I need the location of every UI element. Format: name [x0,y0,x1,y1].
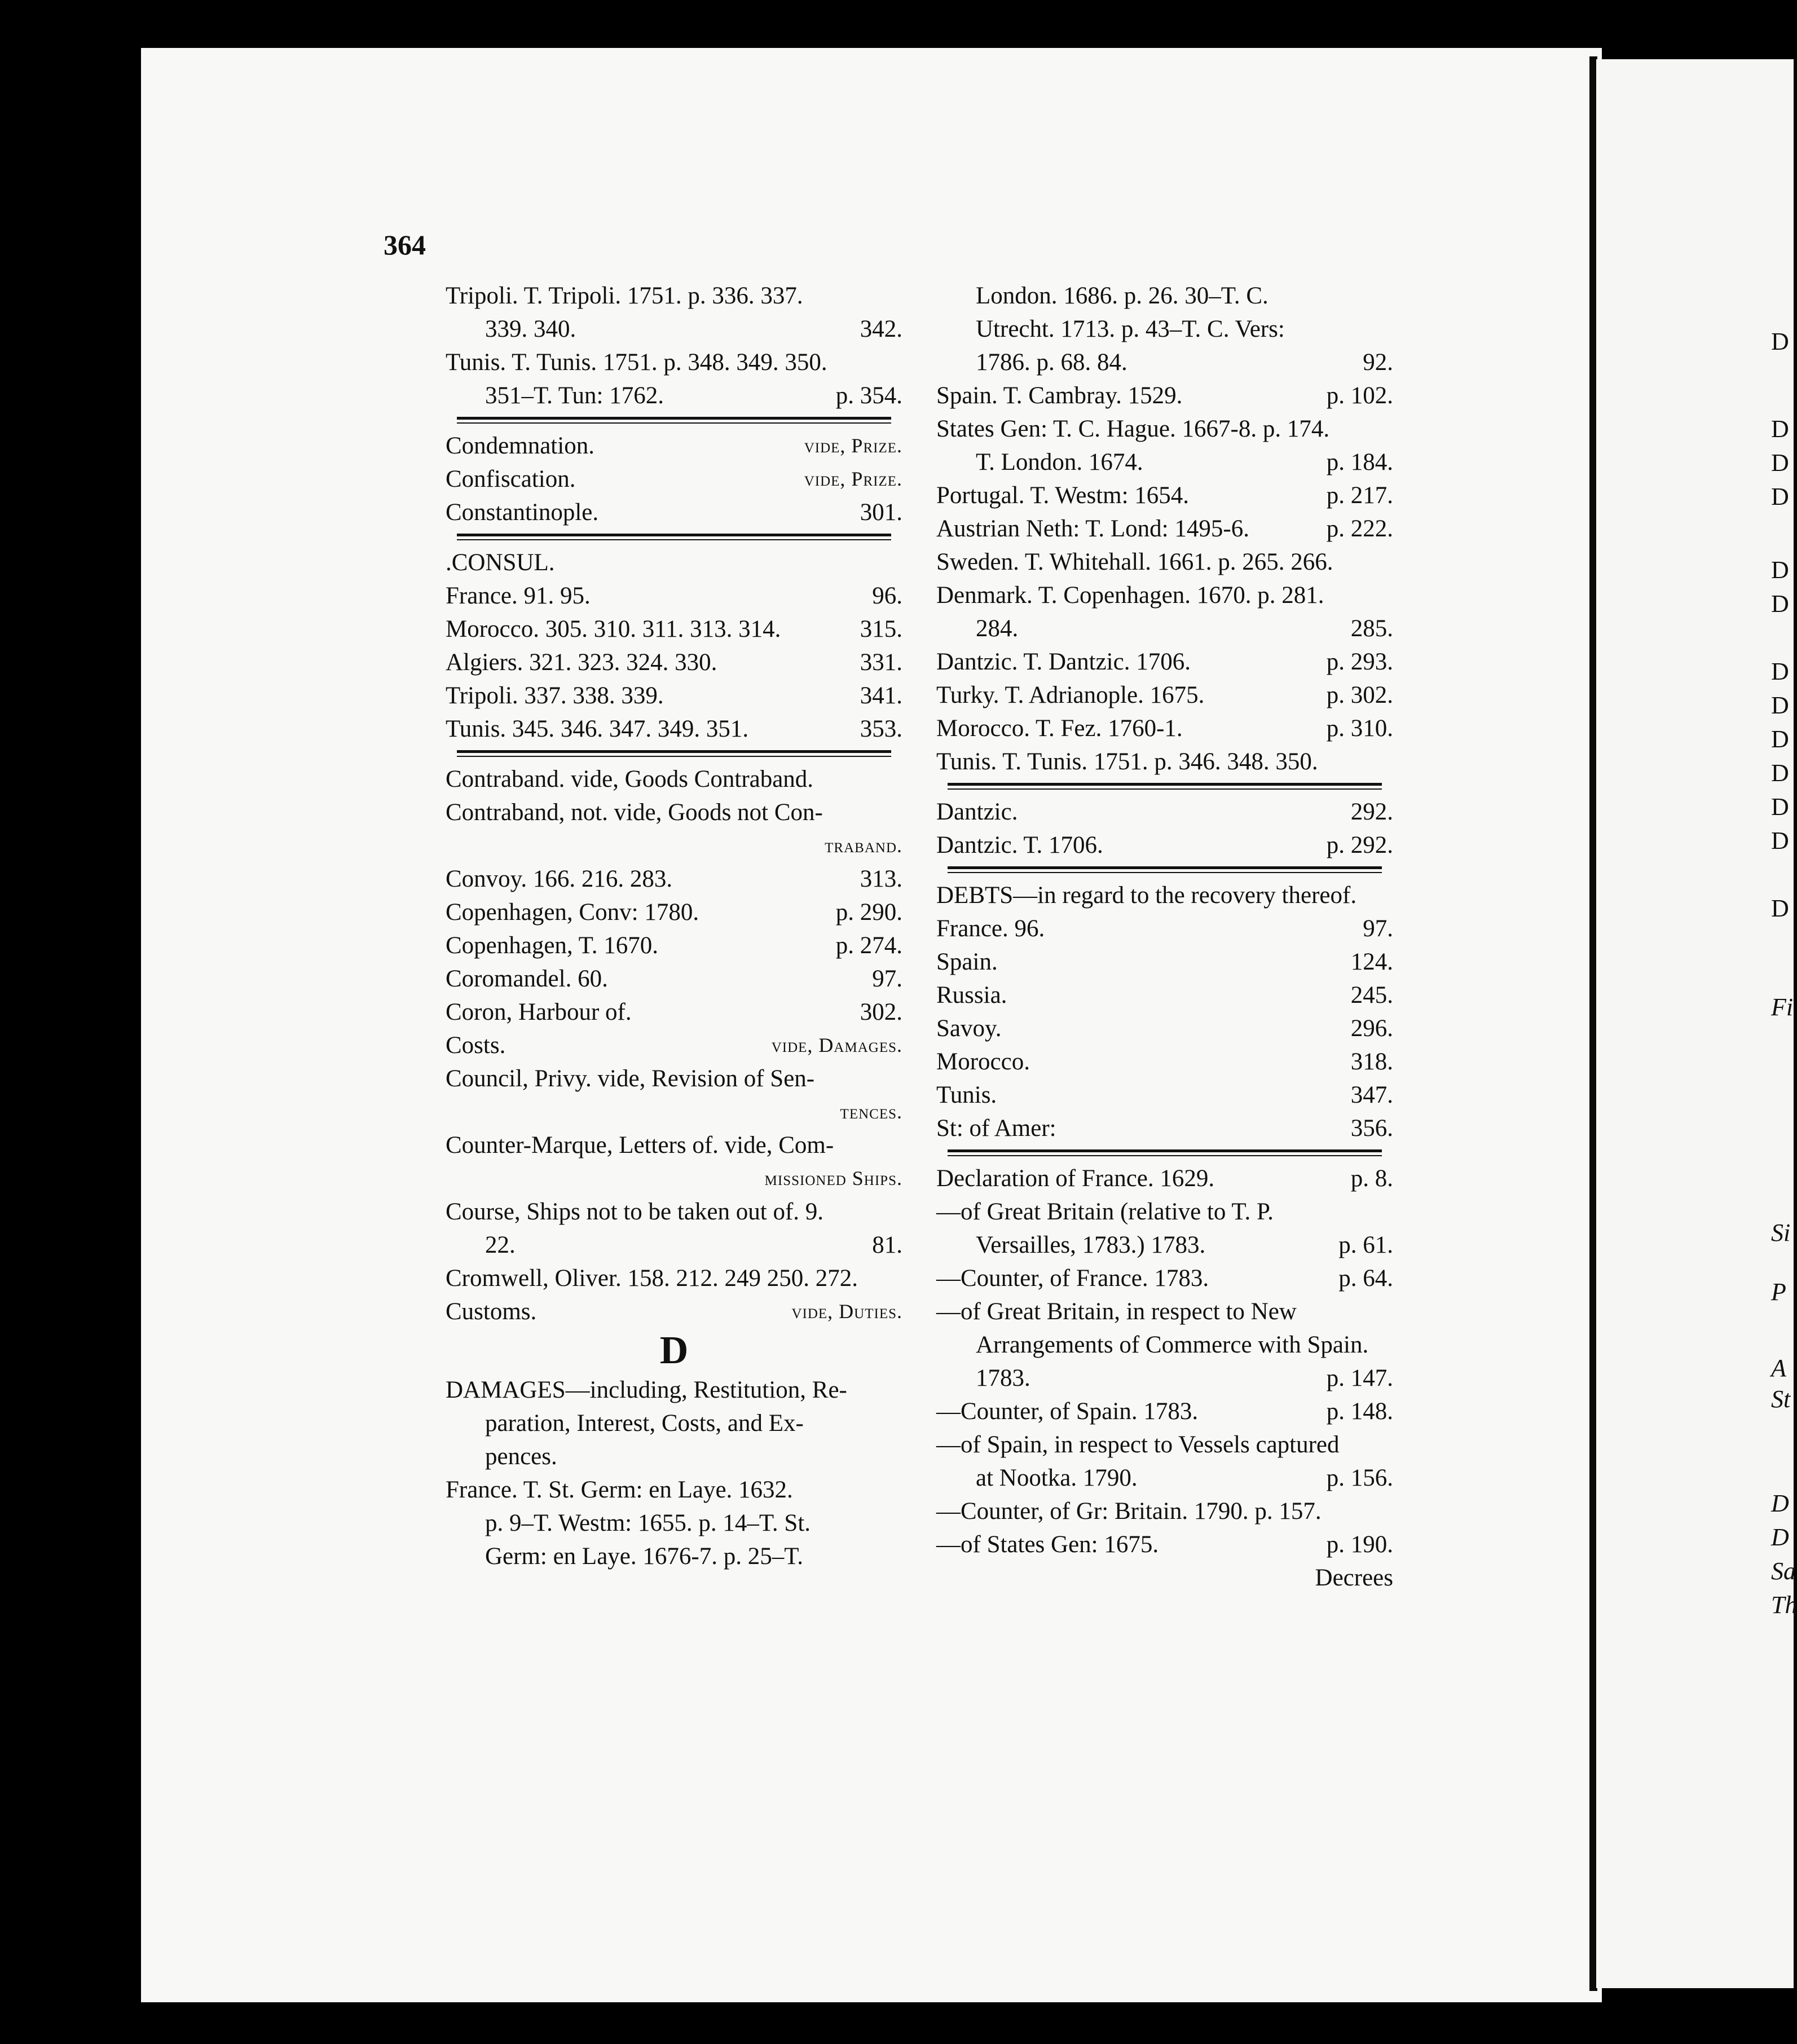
entry-text: 1786. p. 68. 84. [976,349,1127,376]
index-entry [936,1045,1393,1078]
entry-text: Versailles, 1783.) 1783. [976,1232,1206,1258]
entry-text: Dantzic. T. 1706. [936,832,1103,858]
section-letter: D [659,1329,689,1372]
index-entry [936,912,1393,945]
entry-text: Portugal. T. Westm: 1654. [936,482,1190,509]
entry-text: Russia. [936,982,1007,1008]
facing-page-fragment: D [1771,658,1789,685]
section-rule [446,746,902,763]
index-entry [936,346,1393,379]
entry-reference: 124. [1350,949,1393,975]
index-entry [446,379,902,412]
facing-page-fragment: D [1771,827,1789,854]
index-entry [936,679,1393,712]
entry-reference: p. 190. [1326,1531,1393,1558]
entry-text: States Gen: T. C. Hague. 1667-8. p. 174. [936,416,1330,442]
entry-text: Germ: en Laye. 1676-7. p. 25–T. [485,1543,804,1570]
index-entry [936,945,1393,979]
index-entry [936,1528,1393,1561]
index-entry [936,1461,1393,1495]
entry-reference: p. 184. [1326,449,1393,475]
index-entry [936,1112,1393,1145]
entry-reference: 302. [860,999,902,1025]
entry-reference: 245. [1350,982,1393,1008]
entry-text: Customs. [446,1298,537,1325]
index-entry [936,1162,1393,1195]
index-entry [446,796,902,829]
index-entry [446,862,902,896]
entry-reference: 296. [1350,1015,1393,1042]
entry-reference: p. 61. [1338,1232,1393,1258]
entry-reference: 292. [1350,799,1393,825]
section-rule [936,862,1393,879]
entry-text: Coron, Harbour of. [446,999,632,1025]
entry-text: Spain. T. Cambray. 1529. [936,382,1183,409]
facing-page-fragment: D [1771,449,1789,477]
index-entry [446,429,902,462]
index-entry [446,1162,902,1195]
entry-text: Turky. T. Adrianople. 1675. [936,682,1205,708]
index-entry [446,346,902,379]
index-entry [446,829,902,862]
entry-text: Morocco. [936,1049,1030,1075]
facing-page-fragment: D [1771,328,1789,355]
index-entry [936,379,1393,412]
entry-reference: 97. [1363,915,1393,942]
entry-text: Coromandel. 60. [446,966,608,992]
entry-text: pences. [485,1443,557,1470]
facing-page-fragment: D [1771,725,1789,753]
section-rule [446,529,902,546]
index-entry [446,896,902,929]
index-entry [936,745,1393,778]
entry-text: Tunis. 345. 346. 347. 349. 351. [446,716,749,742]
right-column [936,279,1393,1594]
index-entry [936,612,1393,645]
entry-text: Cromwell, Oliver. 158. 212. 249 250. 272. [446,1265,858,1292]
index-entry [446,1407,902,1440]
facing-page-fragment: Fi [1771,993,1794,1021]
entry-reference: traband. [825,834,902,857]
entry-text: Tripoli. 337. 338. 339. [446,682,664,709]
facing-page-fragment: D [1771,1523,1789,1551]
index-entry [936,1295,1393,1328]
entry-reference: 313. [860,866,902,892]
entry-reference: p. 222. [1326,516,1393,542]
facing-page-fragment: Si [1771,1219,1791,1246]
facing-page-fragment: D [1771,1490,1789,1517]
entry-text: Convoy. 166. 216. 283. [446,866,673,892]
index-entry [936,712,1393,745]
entry-text: 284. [976,615,1019,642]
entry-text: Tunis. [936,1082,997,1108]
entry-text: France. 91. 95. [446,583,591,609]
facing-page-fragment: D [1771,691,1789,719]
entry-reference: 315. [860,616,902,642]
facing-page-fragment: P [1771,1278,1786,1306]
entry-text: Utrecht. 1713. p. 43–T. C. Vers: [976,316,1285,342]
entry-reference: vide, Prize. [804,434,902,457]
entry-text: Copenhagen, T. 1670. [446,932,658,959]
index-entry [446,496,902,529]
index-entry [446,1195,902,1228]
index-entry [446,1473,902,1506]
index-entry [446,312,902,346]
index-entry [936,1078,1393,1112]
section-rule [936,778,1393,795]
entry-reference: 92. [1363,349,1393,376]
index-entry [936,829,1393,862]
entry-text: Spain. [936,949,998,975]
index-entry [936,279,1393,312]
index-entry [446,1095,902,1129]
index-entry [446,1129,902,1162]
index-entry [936,512,1393,545]
entry-reference: tences. [840,1100,902,1123]
index-entry [446,679,902,712]
entry-reference: p. 310. [1326,715,1393,742]
entry-text: .CONSUL. [446,549,555,576]
entry-reference: p. 217. [1326,482,1393,509]
entry-reference: Decrees [1315,1565,1393,1591]
index-entry [936,412,1393,446]
index-entry [936,1012,1393,1045]
entry-reference: p. 102. [1326,382,1393,409]
facing-page-fragment: D [1771,759,1789,787]
section-rule [936,1145,1393,1162]
entry-text: France. T. St. Germ: en Laye. 1632. [446,1477,793,1503]
index-entry [446,1228,902,1262]
entry-reference: 356. [1350,1115,1393,1142]
entry-reference: 301. [860,499,902,526]
facing-page-fragment: D [1771,590,1789,618]
index-entry [936,879,1393,912]
entry-text: Austrian Neth: T. Lond: 1495-6. [936,516,1249,542]
entry-reference: vide, Damages. [771,1034,902,1056]
index-entry [936,1362,1393,1395]
entry-text: Morocco. T. Fez. 1760-1. [936,715,1183,742]
entry-text: Sweden. T. Whitehall. 1661. p. 265. 266. [936,549,1333,575]
entry-text: Contraband. vide, Goods Contraband. [446,766,814,792]
entry-text: Copenhagen, Conv: 1780. [446,899,699,926]
entry-text: —Counter, of Gr: Britain. 1790. p. 157. [936,1498,1322,1525]
entry-reference: 331. [860,649,902,676]
entry-text: Declaration of France. 1629. [936,1165,1215,1192]
entry-text: —of Spain, in respect to Vessels captured [936,1431,1340,1458]
index-entry [936,795,1393,829]
index-entry [446,995,902,1029]
entry-text: Tripoli. T. Tripoli. 1751. p. 336. 337. [446,283,803,309]
index-entry [446,1029,902,1062]
entry-text: France. 96. [936,915,1045,942]
entry-reference: p. 147. [1326,1365,1393,1391]
entry-text: —of Great Britain (relative to T. P. [936,1199,1274,1225]
entry-text: at Nootka. 1790. [976,1465,1138,1491]
entry-reference: vide, Duties. [791,1300,902,1323]
entry-reference: vide, Prize. [804,468,902,490]
entry-text: Confiscation. [446,466,576,492]
entry-reference: p. 292. [1326,832,1393,858]
entry-text: —Counter, of France. 1783. [936,1265,1209,1292]
entry-reference: missioned Ships. [764,1167,902,1190]
entry-text: 1783. [976,1365,1030,1391]
entry-reference: p. 354. [835,382,902,409]
index-entry [446,1062,902,1095]
facing-page-fragment: Th [1771,1591,1797,1619]
index-entry [936,579,1393,612]
index-entry [936,645,1393,679]
page-number: 364 [384,229,426,261]
entry-text: Arrangements of Commerce with Spain. [976,1332,1369,1358]
entry-text: London. 1686. p. 26. 30–T. C. [976,283,1269,309]
entry-text: Constantinople. [446,499,599,526]
index-entry [936,312,1393,346]
index-entry [446,579,902,613]
index-entry [446,546,902,579]
entry-reference: p. 156. [1326,1465,1393,1491]
entry-reference: p. 64. [1338,1265,1393,1292]
entry-text: —of States Gen: 1675. [936,1531,1159,1558]
entry-text: Algiers. 321. 323. 324. 330. [446,649,717,676]
entry-reference: 342. [860,316,902,342]
index-entry [446,1506,902,1540]
index-entry [936,1195,1393,1228]
entry-text: Dantzic. T. Dantzic. 1706. [936,649,1191,675]
entry-reference: 81. [872,1232,902,1258]
entry-text: p. 9–T. Westm: 1655. p. 14–T. St. [485,1510,811,1536]
entry-text: Morocco. 305. 310. 311. 313. 314. [446,616,781,642]
entry-reference: 318. [1350,1049,1393,1075]
facing-page-fragment: D [1771,415,1789,443]
index-entry [446,613,902,646]
index-entry [446,1540,902,1573]
entry-reference: p. 148. [1326,1398,1393,1425]
facing-page-fragment: A [1771,1354,1786,1382]
entry-text: DEBTS—in regard to the recovery thereof. [936,882,1357,909]
entry-text: Contraband, not. vide, Goods not Con- [446,799,823,826]
entry-text: 339. 340. [485,316,576,342]
index-entry [936,1228,1393,1262]
entry-text: 22. [485,1232,516,1258]
index-entry [446,462,902,496]
index-entry [936,1561,1393,1594]
entry-text: —of Great Britain, in respect to New [936,1298,1297,1325]
index-entry [936,1395,1393,1428]
entry-text: —Counter, of Spain. 1783. [936,1398,1199,1425]
index-entry [446,1262,902,1295]
index-entry [936,446,1393,479]
entry-text: Costs. [446,1032,506,1059]
index-entry [936,545,1393,579]
index-entry [446,962,902,995]
index-entry [446,646,902,679]
left-column [446,279,902,1573]
entry-text: paration, Interest, Costs, and Ex- [485,1410,804,1437]
facing-page-fragment: Sa [1771,1557,1796,1585]
index-entry [936,1328,1393,1362]
entry-text: Tunis. T. Tunis. 1751. p. 346. 348. 350. [936,748,1318,775]
entry-text: Counter-Marque, Letters of. vide, Com- [446,1132,834,1158]
section-rule [446,412,902,429]
entry-text: Dantzic. [936,799,1018,825]
entry-reference: 285. [1350,615,1393,642]
index-entry [446,712,902,746]
entry-text: Savoy. [936,1015,1002,1042]
facing-page [1596,59,1794,1988]
index-entry [446,1440,902,1473]
entry-reference: p. 8. [1350,1165,1393,1192]
index-entry [446,1373,902,1407]
entry-reference: 353. [860,716,902,742]
facing-page-fragment: D [1771,556,1789,584]
entry-text: 351–T. Tun: 1762. [485,382,664,409]
facing-page-fragment: D [1771,483,1789,510]
entry-text: Course, Ships not to be taken out of. 9. [446,1199,824,1225]
entry-text: T. London. 1674. [976,449,1143,475]
entry-reference: p. 302. [1326,682,1393,708]
entry-text: Condemnation. [446,433,594,459]
index-entry [936,479,1393,512]
entry-text: Tunis. T. Tunis. 1751. p. 348. 349. 350. [446,349,827,376]
entry-text: DAMAGES—including, Restitution, Re- [446,1377,847,1403]
entry-text: Council, Privy. vide, Revision of Sen- [446,1065,815,1092]
index-entry [446,279,902,312]
entry-reference: p. 290. [835,899,902,926]
index-entry [936,979,1393,1012]
entry-reference: 341. [860,682,902,709]
facing-page-fragment: D [1771,793,1789,821]
entry-reference: 347. [1350,1082,1393,1108]
entry-reference: 97. [872,966,902,992]
index-entry [936,1262,1393,1295]
entry-text: Denmark. T. Copenhagen. 1670. p. 281. [936,582,1324,609]
index-entry [446,763,902,796]
entry-reference: p. 274. [835,932,902,959]
facing-page-fragment: St [1771,1385,1791,1413]
index-entry [446,1295,902,1328]
index-entry [936,1428,1393,1461]
index-entry [936,1495,1393,1528]
facing-page-fragment: D [1771,895,1789,922]
entry-reference: 96. [872,583,902,609]
entry-reference: p. 293. [1326,649,1393,675]
entry-text: St: of Amer: [936,1115,1056,1142]
index-entry [446,929,902,962]
